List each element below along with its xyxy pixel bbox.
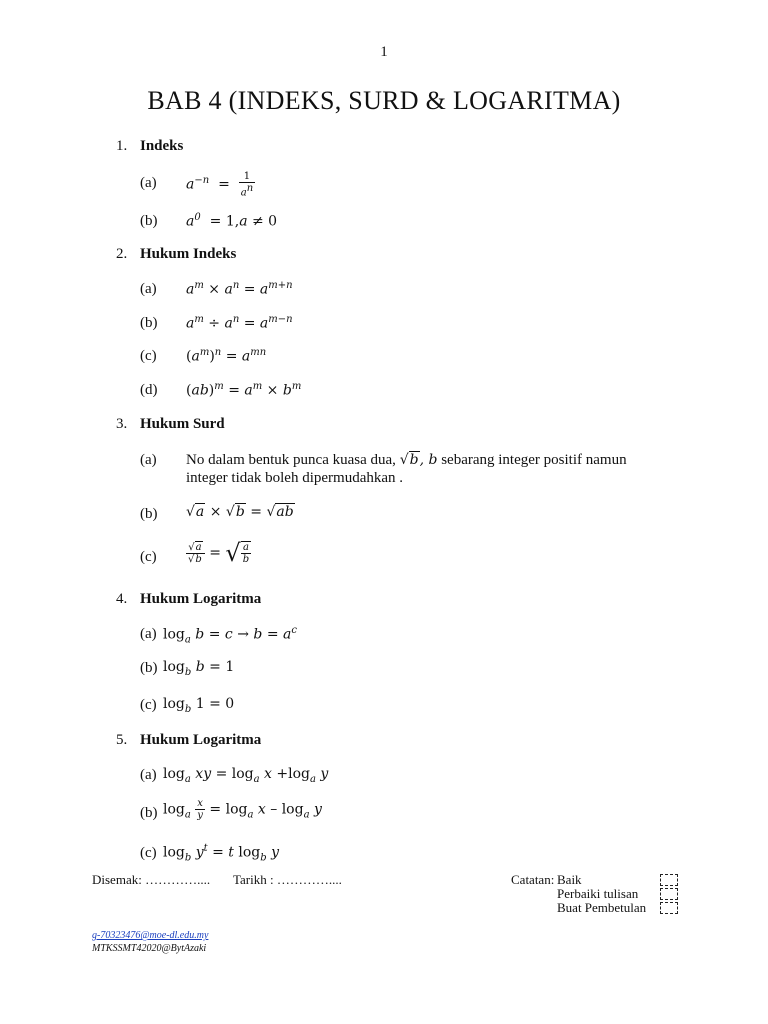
section-3-number: 3.: [116, 416, 128, 432]
section-3-title: Hukum Surd: [140, 416, 225, 432]
formula-surd-divide: $\frac{√a}{√b}$ = √ $\frac{a}{b}$: [188, 539, 250, 567]
document-code: MTKSSMT42020@BytAzaki: [92, 943, 207, 954]
item-label: (d): [140, 382, 158, 398]
formula-power-of-power: $(a^m)^n = a^{mn}$: [186, 347, 267, 365]
item-label: (c): [140, 549, 157, 565]
item-label: (b): [140, 660, 158, 676]
item-label: (c): [140, 697, 157, 713]
formula-log-quotient: $\log_a$ $\frac{x}{y}$ = $\log_a x - \log_a y$: [163, 798, 322, 821]
surd-note-text-end: sebarang integer positif namun: [441, 452, 627, 468]
item-label: (a): [140, 175, 157, 191]
item-label: (a): [140, 626, 157, 642]
option-perbaiki-tulisan: Perbaiki tulisan: [557, 886, 639, 901]
formula-power-of-product: $(ab)^m = a^m \times b^m$: [186, 381, 302, 399]
section-4-number: 4.: [116, 591, 128, 607]
formula-negative-index: $a^{-n}$ = $\frac{1}{a^n}$: [186, 171, 254, 199]
formula-zero-index: $a^0 = 1,a \ne 0$: [186, 212, 278, 230]
formula-log-one: $\log_b 1 = 0$: [163, 696, 235, 715]
disemak-field: Disemak: …………....: [92, 872, 211, 887]
item-label: (b): [140, 315, 158, 331]
checkbox-baik[interactable]: [660, 874, 678, 886]
section-5-number: 5.: [116, 732, 128, 748]
formula-log-power: $\log_b y^t = t$ $\log_b y$: [163, 843, 280, 864]
surd-note-line2: integer tidak boleh dipermudahkan .: [186, 470, 404, 486]
item-label: (a): [140, 767, 157, 783]
option-buat-pembetulan: Buat Pembetulan: [557, 900, 647, 915]
checkbox-perbaiki-tulisan[interactable]: [660, 888, 678, 900]
formula-log-definition: $\log_a b = c \to b = a^c$: [163, 625, 297, 646]
tarikh-field: Tarikh : …………....: [233, 872, 342, 887]
section-2-number: 2.: [116, 246, 128, 262]
section-1-title: Indeks: [140, 138, 184, 154]
checkbox-buat-pembetulan[interactable]: [660, 902, 678, 914]
section-1-number: 1.: [116, 138, 128, 154]
item-label: (c): [140, 845, 157, 861]
section-5-title: Hukum Logaritma: [140, 732, 262, 748]
option-baik: Baik: [557, 872, 582, 887]
catatan-label: Catatan:: [511, 872, 555, 887]
formula-log-product: $\log_a$ xy = $\log_a x +\log_a$ y: [163, 766, 329, 785]
surd-root-b: √b, b: [399, 452, 438, 468]
item-label: (b): [140, 506, 158, 522]
email-link[interactable]: g-70323476@moe-dl.edu.my: [92, 930, 209, 941]
formula-surd-multiply: √a × √b = √ab: [186, 504, 294, 520]
formula-divide-powers: $a^m \div a^n = a^{m-n}$: [186, 314, 293, 332]
item-label: (a): [140, 281, 157, 297]
item-label: (b): [140, 805, 158, 821]
formula-log-base-self: $\log_b b = 1$: [163, 659, 235, 678]
section-4-title: Hukum Logaritma: [140, 591, 262, 607]
surd-note-text: No dalam bentuk punca kuasa dua,: [186, 452, 396, 468]
item-label: (a): [140, 452, 157, 468]
item-label: (b): [140, 213, 158, 229]
item-label: (c): [140, 348, 157, 364]
surd-note: [186, 451, 627, 469]
page-number: 1: [380, 44, 388, 60]
formula-multiply-powers: $a^m \times a^n = a^{m+n}$: [186, 280, 293, 298]
chapter-title: BAB 4 (INDEKS, SURD & LOGARITMA): [147, 86, 621, 115]
section-2-title: Hukum Indeks: [140, 246, 237, 262]
